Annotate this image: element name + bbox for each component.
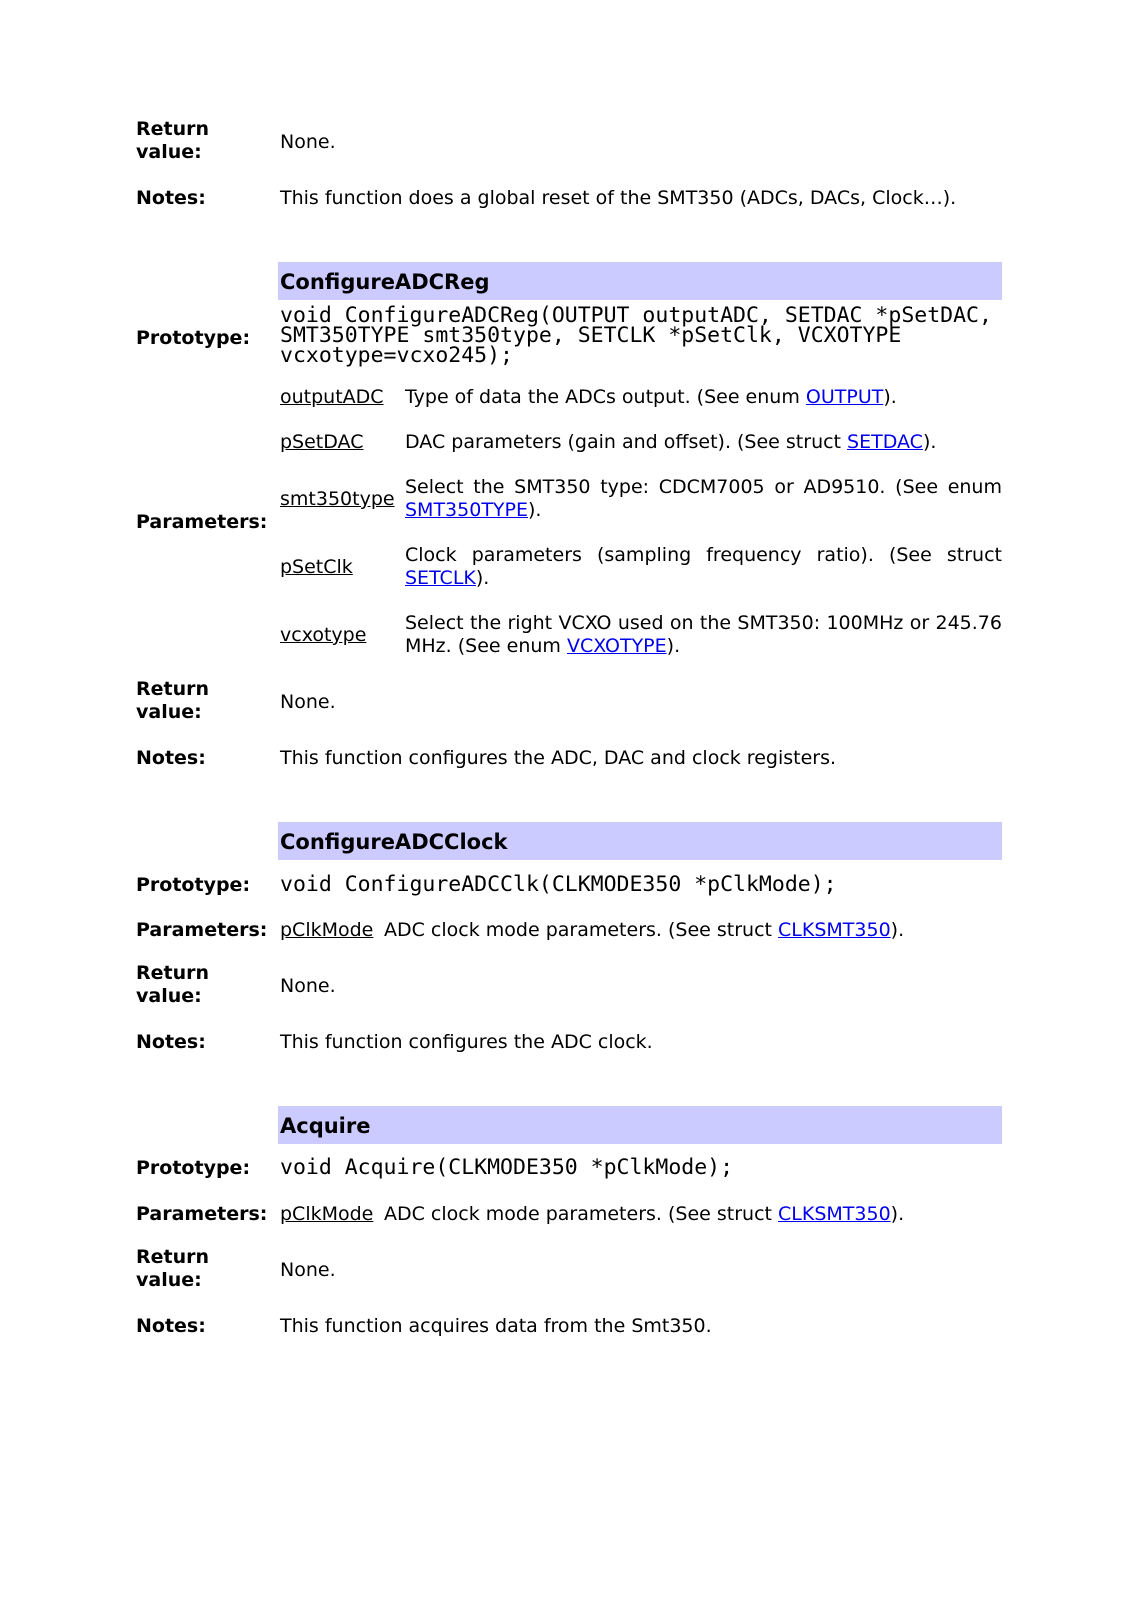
param-name-psetclk: pSetClk bbox=[280, 556, 353, 578]
param-desc-smt350type bbox=[405, 476, 1002, 522]
param-desc-outputadc bbox=[405, 386, 1002, 409]
param-desc-pclkmode bbox=[384, 1203, 904, 1226]
param-desc-tail: ). bbox=[666, 635, 681, 657]
section-header-acquire: Acquire bbox=[278, 1106, 1002, 1144]
param-desc-pclkmode bbox=[384, 919, 904, 942]
return-value-text: None. bbox=[280, 131, 336, 153]
notes-label: Notes: bbox=[136, 747, 206, 769]
prototype-line-3: vcxotype=vcxo245); bbox=[280, 343, 513, 368]
param-desc-text: ADC clock mode parameters. (See struct bbox=[384, 1203, 779, 1225]
param-desc-psetclk bbox=[405, 544, 1002, 590]
notes-label: Notes: bbox=[136, 1031, 206, 1053]
notes-text: This function configures the ADC clock. bbox=[280, 1031, 653, 1053]
parameters-label: Parameters: bbox=[136, 1203, 268, 1225]
param-desc-text: Clock parameters (sampling frequency ratio). (See struct bbox=[405, 544, 1002, 566]
param-desc-text: Select the SMT350 type: CDCM7005 or AD9510. (See enum bbox=[405, 476, 1002, 498]
return-value-text: None. bbox=[280, 1259, 336, 1281]
return-value-label: Return value: bbox=[136, 678, 210, 723]
param-desc-vcxotype bbox=[405, 612, 1002, 658]
link-smt350type[interactable]: SMT350TYPE bbox=[405, 499, 528, 521]
return-value-text: None. bbox=[280, 975, 336, 997]
prototype-line-2: SMT350TYPE smt350type, SETCLK *pSetClk, VCXOTYPE bbox=[280, 323, 902, 348]
notes-text: This function does a global reset of the SMT350 (ADCs, DACs, Clock…). bbox=[280, 187, 957, 209]
param-name-psetdac: pSetDAC bbox=[280, 431, 364, 453]
param-name-pclkmode: pClkMode bbox=[280, 919, 374, 941]
param-name-vcxotype: vcxotype bbox=[280, 624, 367, 646]
prototype-code: void Acquire(CLKMODE350 *pClkMode); bbox=[280, 1155, 734, 1180]
link-clksmt350[interactable]: CLKSMT350 bbox=[778, 919, 891, 941]
param-desc-tail: ). bbox=[475, 567, 490, 589]
param-desc-tail: ). bbox=[890, 919, 905, 941]
prototype-label: Prototype: bbox=[136, 874, 251, 896]
parameters-label: Parameters: bbox=[136, 511, 268, 533]
link-clksmt350[interactable]: CLKSMT350 bbox=[778, 1203, 891, 1225]
param-desc-tail: ). bbox=[883, 386, 897, 408]
link-output[interactable]: OUTPUT bbox=[805, 386, 884, 408]
link-vcxotype[interactable]: VCXOTYPE bbox=[566, 635, 667, 657]
section-header-configure-adc-clock: ConfigureADCClock bbox=[278, 822, 1002, 860]
param-desc-tail: ). bbox=[528, 499, 542, 521]
notes-label: Notes: bbox=[136, 187, 206, 209]
return-value-label: Return value: bbox=[136, 118, 210, 163]
notes-label: Notes: bbox=[136, 1315, 206, 1337]
section-header-configure-adc-reg: ConfigureADCReg bbox=[278, 262, 1002, 300]
link-setdac[interactable]: SETDAC bbox=[847, 431, 923, 453]
notes-text: This function acquires data from the Smt350. bbox=[280, 1315, 712, 1337]
return-value-text: None. bbox=[280, 691, 336, 713]
param-desc-tail: ). bbox=[890, 1203, 905, 1225]
param-desc-text: ADC clock mode parameters. (See struct bbox=[384, 919, 779, 941]
param-desc-text: Type of data the ADCs output. (See enum bbox=[405, 386, 806, 408]
prototype-label: Prototype: bbox=[136, 1157, 251, 1179]
prototype-label: Prototype: bbox=[136, 327, 251, 349]
notes-text: This function configures the ADC, DAC and clock registers. bbox=[280, 747, 837, 769]
param-name-pclkmode: pClkMode bbox=[280, 1203, 374, 1225]
parameters-label: Parameters: bbox=[136, 919, 268, 941]
param-name-smt350type: smt350type bbox=[280, 488, 395, 510]
param-desc-psetdac bbox=[405, 431, 1002, 454]
prototype-line-1: void ConfigureADCReg(OUTPUT outputADC, SETDAC *pSetDAC, bbox=[280, 303, 992, 328]
param-desc-tail: ). bbox=[922, 431, 937, 453]
param-desc-text: Select the right VCXO used on the SMT350: 100MHz or 245.76 MHz. (See enum bbox=[405, 612, 1002, 657]
return-value-label: Return value: bbox=[136, 962, 210, 1007]
param-name-outputadc: outputADC bbox=[280, 386, 384, 408]
prototype-code bbox=[280, 303, 1000, 368]
return-value-label: Return value: bbox=[136, 1246, 210, 1291]
link-setclk[interactable]: SETCLK bbox=[405, 567, 476, 589]
prototype-code: void ConfigureADCClk(CLKMODE350 *pClkMode); bbox=[280, 872, 837, 897]
param-desc-text: DAC parameters (gain and offset). (See struct bbox=[405, 431, 848, 453]
